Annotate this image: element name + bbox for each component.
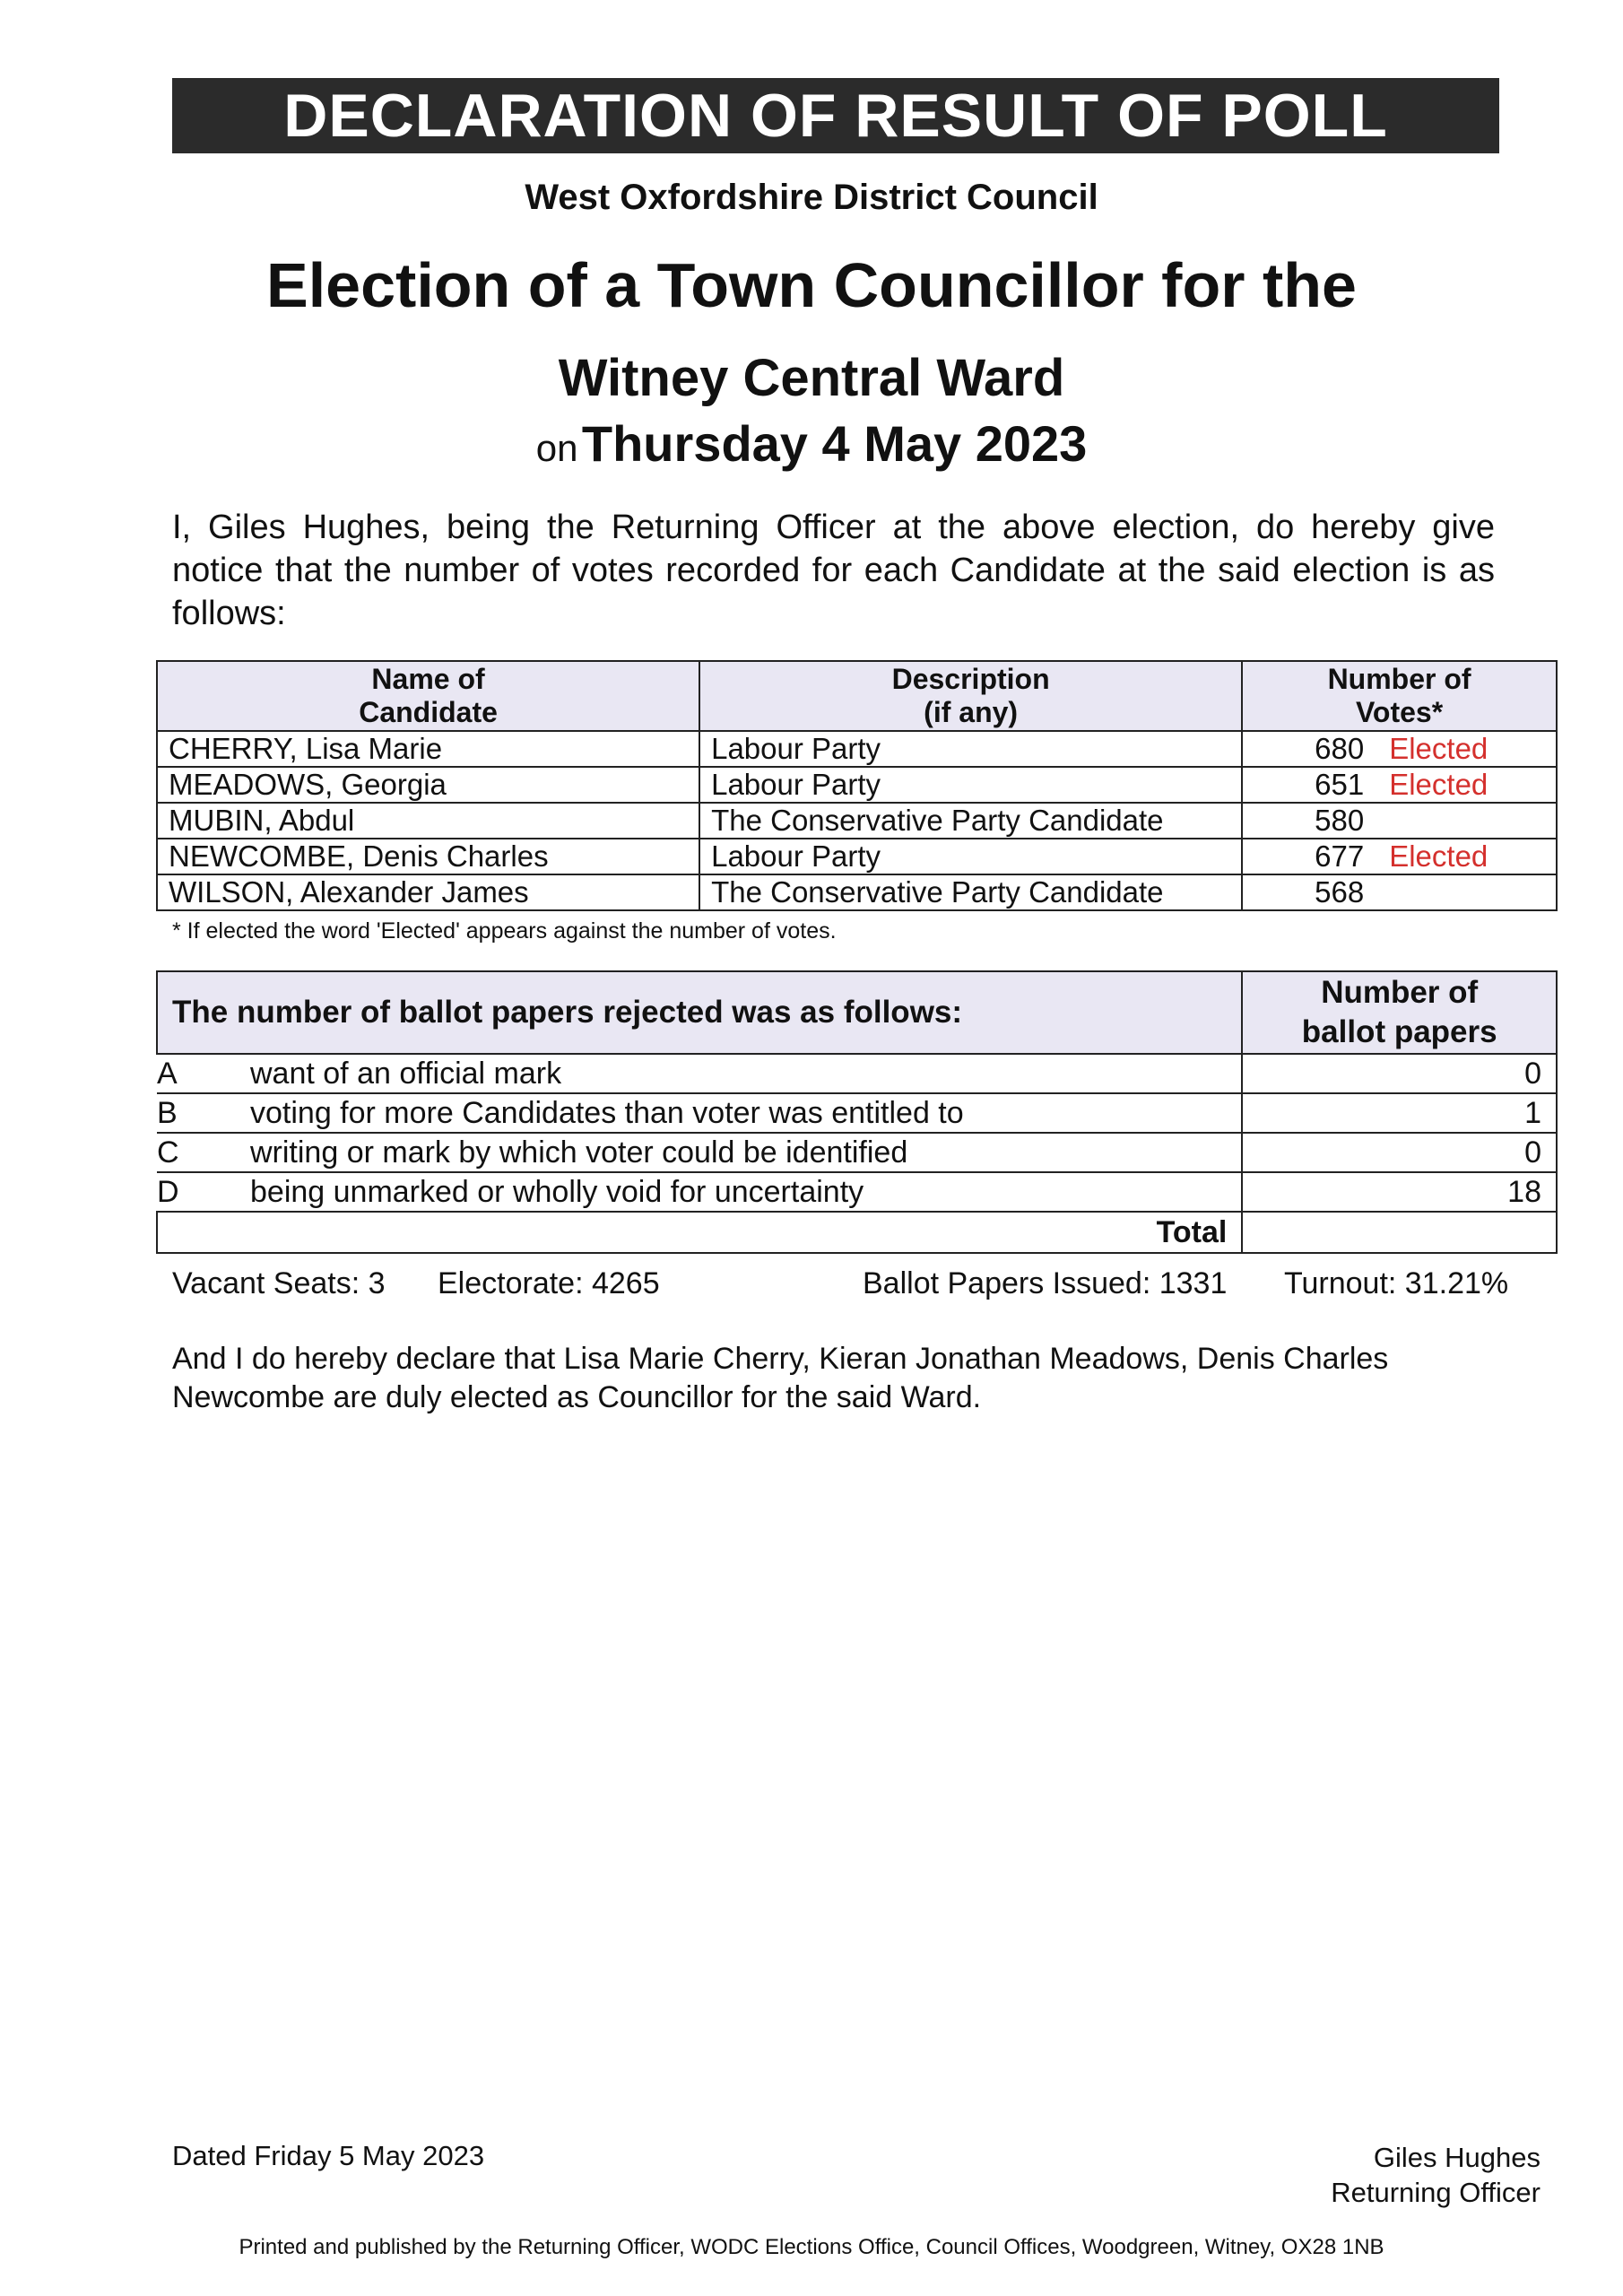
candidates-table: [156, 660, 1558, 911]
rejected-count: 1: [1242, 1093, 1557, 1133]
rejected-reason: writing or mark by which voter could be identified: [250, 1135, 908, 1170]
candidate-row: [157, 767, 1557, 803]
candidate-description: Labour Party: [699, 767, 1242, 803]
rejected-letter: C: [157, 1135, 179, 1170]
rejected-reason: being unmarked or wholly void for uncertainty: [250, 1175, 864, 1209]
header-name-line2: Candidate: [359, 696, 498, 728]
candidate-row: [157, 839, 1557, 874]
rejected-count: 18: [1242, 1172, 1557, 1212]
elected-label: Elected: [1389, 839, 1488, 873]
rejected-reason-cell: [157, 1054, 1242, 1093]
candidate-row: [157, 731, 1557, 767]
header-votes: [1242, 661, 1557, 731]
candidate-row: [157, 803, 1557, 839]
candidate-votes-cell: [1242, 839, 1557, 874]
turnout: Turnout: 31.21%: [1284, 1266, 1509, 1300]
header-description-line2: (if any): [924, 696, 1019, 728]
rejected-reason-cell: [157, 1172, 1242, 1212]
rejected-header-row: [157, 971, 1557, 1054]
elected-label: Elected: [1389, 732, 1488, 765]
count-header-line2: ballot papers: [1301, 1014, 1497, 1049]
notice-paragraph: I, Giles Hughes, being the Returning Officer at the above election, do hereby give notice that the number of votes recorded for each Candidate at the said election is as follows:: [172, 509, 1495, 632]
count-header-line1: Number of: [1321, 975, 1479, 1010]
candidate-votes-cell: [1242, 803, 1557, 839]
candidates-header-row: [157, 661, 1557, 731]
rejected-count: 0: [1242, 1133, 1557, 1172]
date-prefix: on: [535, 427, 578, 469]
rejected-reason: voting for more Candidates than voter was entitled to: [250, 1096, 964, 1130]
candidate-votes: 568: [1315, 875, 1365, 909]
candidate-votes: 677: [1315, 839, 1365, 873]
election-title: Election of a Town Councillor for the: [266, 250, 1357, 320]
candidate-name: CHERRY, Lisa Marie: [157, 731, 699, 767]
candidate-description: The Conservative Party Candidate: [699, 803, 1242, 839]
votes-footnote: * If elected the word 'Elected' appears against the number of votes.: [172, 918, 837, 944]
rejected-count: 0: [1242, 1054, 1557, 1093]
signer-title: Returning Officer: [1331, 2177, 1541, 2208]
signer-name: Giles Hughes: [1373, 2142, 1541, 2173]
dated-line: Dated Friday 5 May 2023: [172, 2140, 485, 2171]
candidate-votes: 680: [1315, 732, 1365, 765]
header-votes-line1: Number of: [1327, 663, 1471, 695]
rejected-row: [157, 1133, 1557, 1172]
council-name: West Oxfordshire District Council: [525, 178, 1098, 217]
ward-name: Witney Central Ward: [558, 349, 1065, 407]
rejected-reason-cell: [157, 1093, 1242, 1133]
signer-block: [1331, 2140, 1541, 2210]
declaration-paragraph: And I do hereby declare that Lisa Marie Cherry, Kieran Jonathan Meadows, Denis Charles Newcombe are duly elected as Councillor for the said Ward.: [172, 1342, 1389, 1414]
candidate-description: Labour Party: [699, 731, 1242, 767]
header-votes-line2: Votes*: [1355, 696, 1444, 728]
ballot-papers-issued: Ballot Papers Issued: 1331: [863, 1266, 1228, 1300]
header-name-line1: Name of: [371, 663, 485, 695]
rejected-row: [157, 1054, 1557, 1093]
electorate: Electorate: 4265: [438, 1266, 660, 1300]
elected-label: Elected: [1389, 768, 1488, 801]
vacant-seats: Vacant Seats: 3: [172, 1266, 386, 1300]
header-name: [157, 661, 699, 731]
candidate-name: MUBIN, Abdul: [157, 803, 699, 839]
total-value: [1242, 1212, 1557, 1253]
candidate-name: MEADOWS, Georgia: [157, 767, 699, 803]
candidate-votes-cell: [1242, 767, 1557, 803]
rejected-letter: B: [157, 1096, 178, 1130]
candidate-votes: 580: [1315, 804, 1365, 837]
candidate-votes: 651: [1315, 768, 1365, 801]
rejected-heading: The number of ballot papers rejected was as follows:: [157, 971, 1242, 1054]
imprint-line: Printed and published by the Returning Officer, WODC Elections Office, Council Offices, Woodgreen, Witney, OX28 1NB: [239, 2235, 1384, 2259]
rejected-count-header: [1242, 971, 1557, 1054]
rejected-reason-cell: [157, 1133, 1242, 1172]
rejected-row: [157, 1172, 1557, 1212]
rejected-ballots-table: [156, 970, 1558, 1254]
candidate-description: The Conservative Party Candidate: [699, 874, 1242, 910]
candidate-name: NEWCOMBE, Denis Charles: [157, 839, 699, 874]
rejected-letter: A: [157, 1057, 178, 1091]
election-date: Thursday 4 May 2023: [581, 415, 1088, 472]
rejected-total-row: [157, 1212, 1557, 1253]
header-description-line1: Description: [891, 663, 1050, 695]
election-date-line: [0, 414, 1623, 473]
rejected-row: [157, 1093, 1557, 1133]
candidate-name: WILSON, Alexander James: [157, 874, 699, 910]
rejected-letter: D: [157, 1175, 179, 1209]
total-label: Total: [157, 1212, 1242, 1253]
candidate-description: Labour Party: [699, 839, 1242, 874]
candidate-votes-cell: [1242, 874, 1557, 910]
candidate-votes-cell: [1242, 731, 1557, 767]
candidate-row: [157, 874, 1557, 910]
header-description: [699, 661, 1242, 731]
rejected-reason: want of an official mark: [250, 1057, 562, 1091]
declaration-banner: DECLARATION OF RESULT OF POLL: [172, 78, 1499, 153]
